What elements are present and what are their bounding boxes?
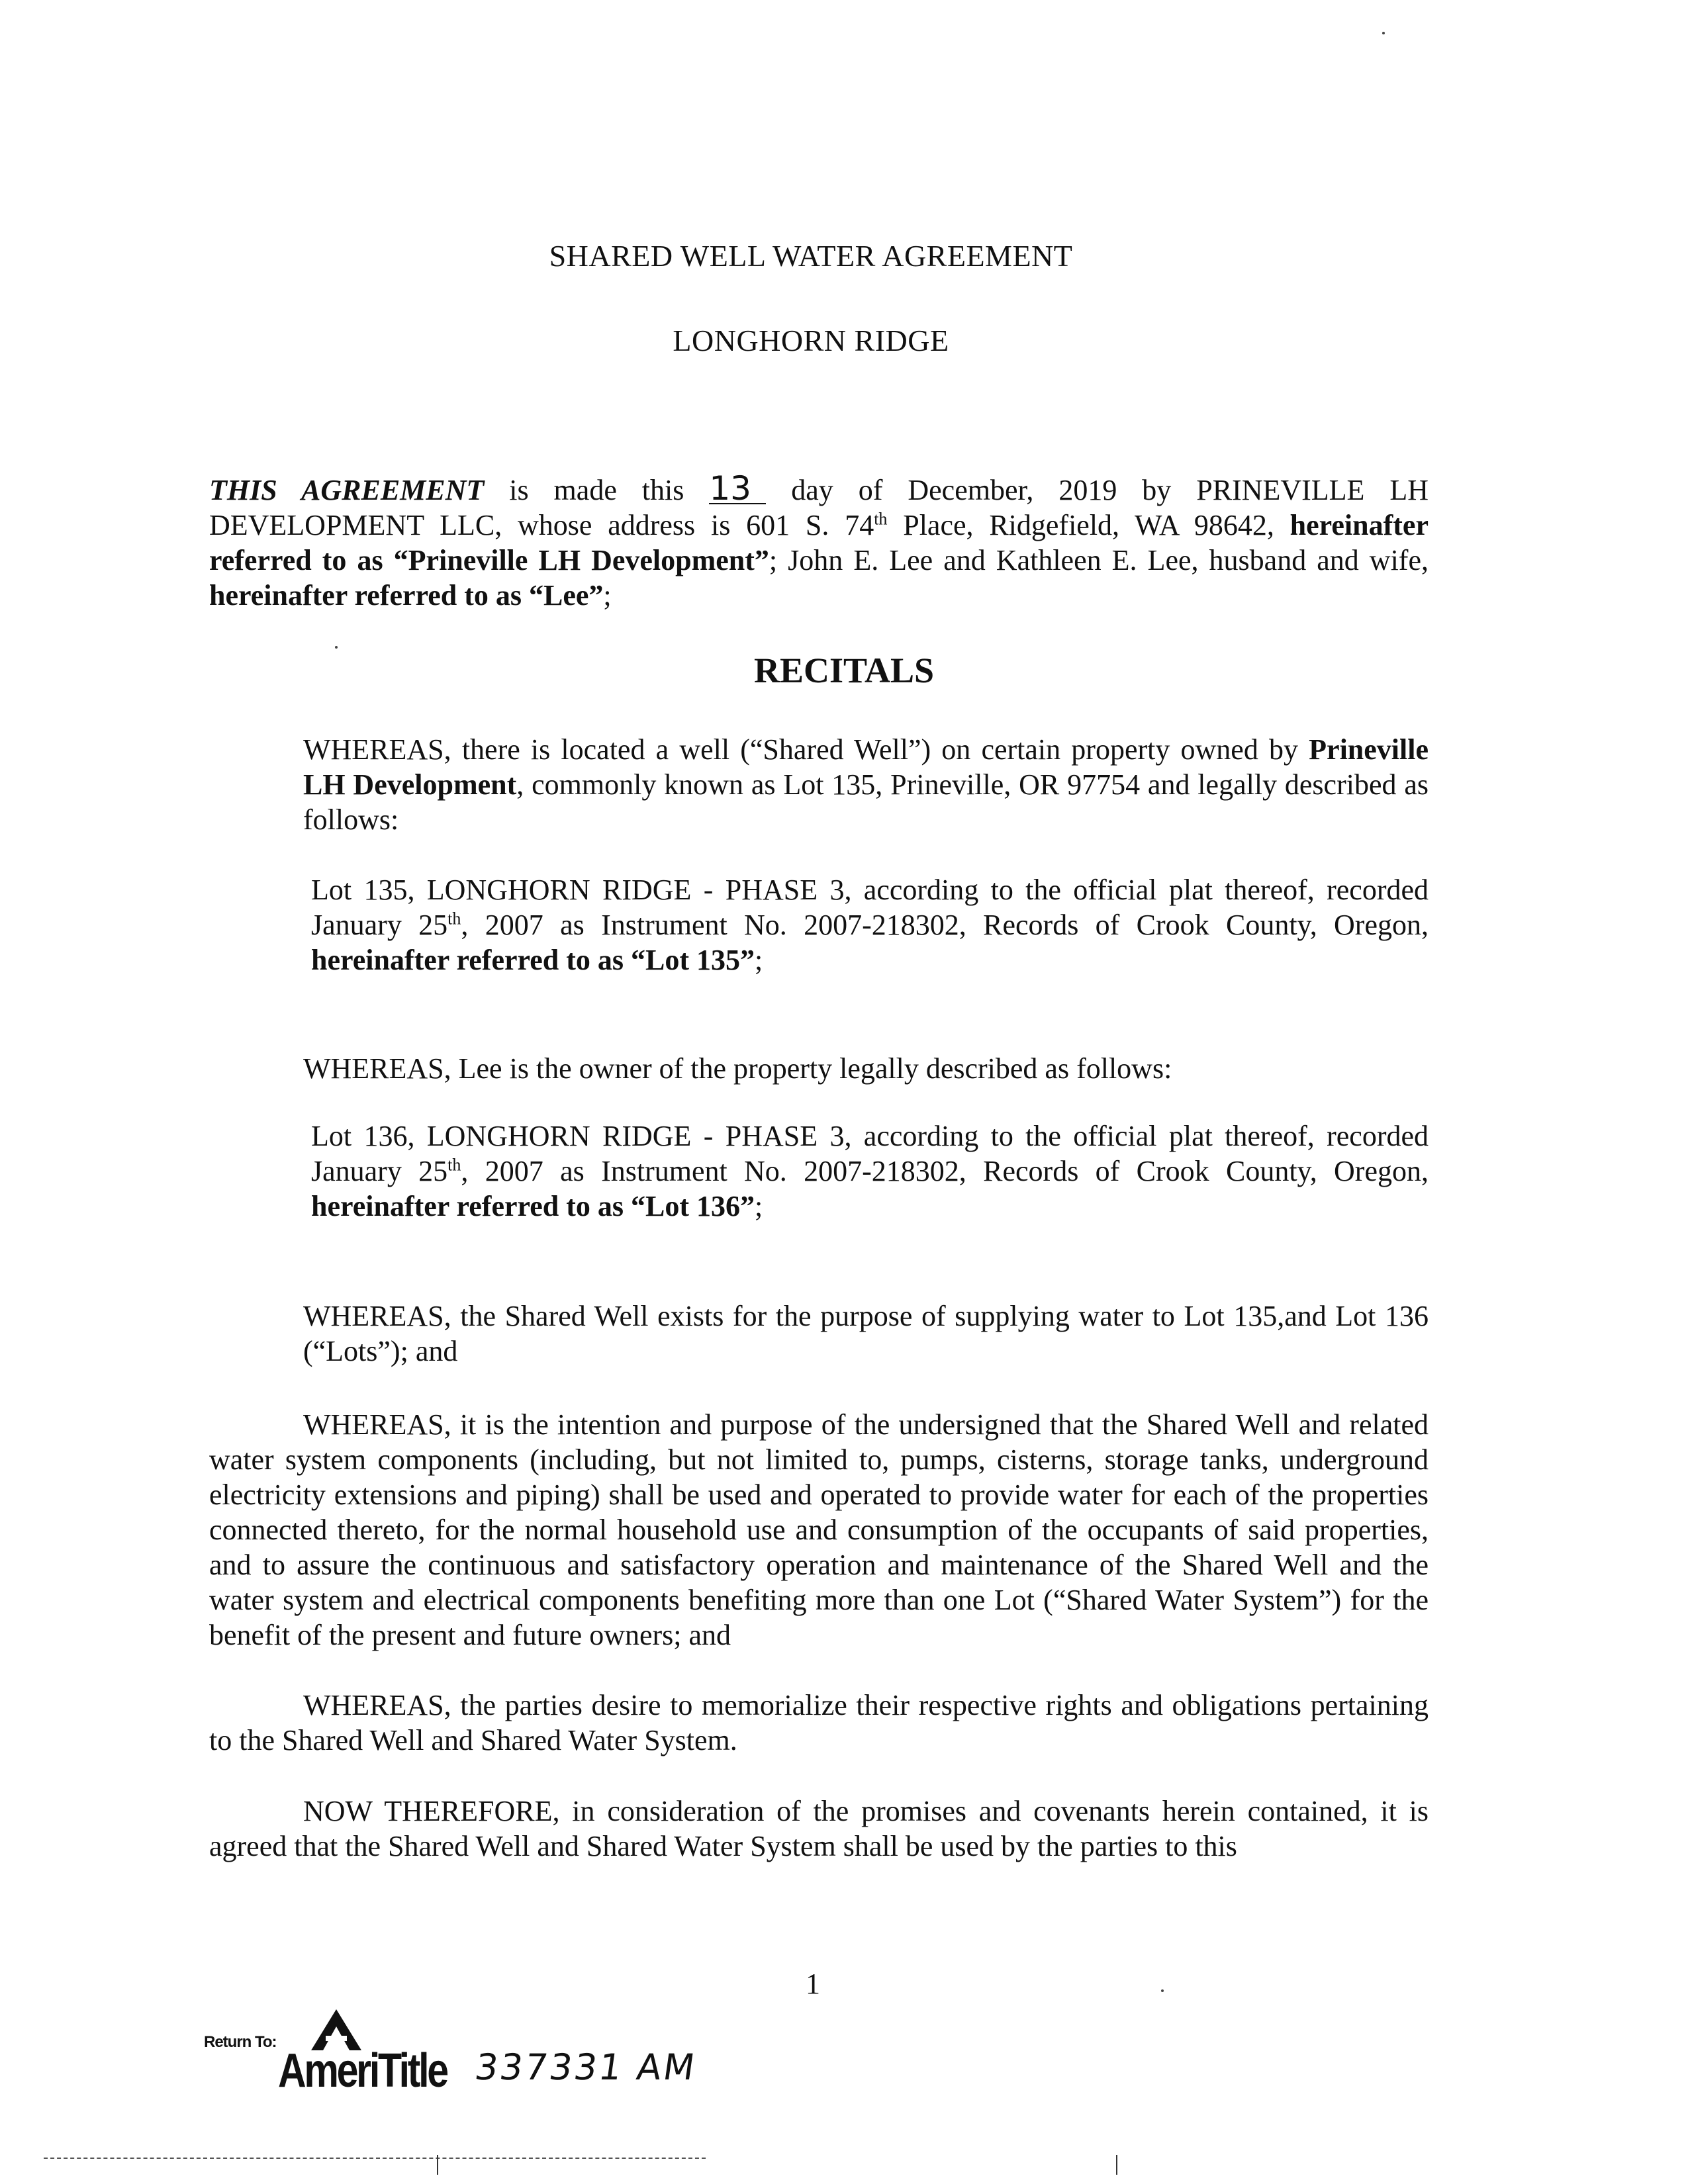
handwritten-day: 13 [709,474,766,504]
return-to-label: Return To: [204,2033,277,2051]
scan-speck [1161,1989,1164,1992]
now-therefore-paragraph: NOW THEREFORE, in consideration of the promises and covenants herein contained, it is agreed that the Shared Well and Shared Water System shall be used by the parties to this [209,1795,1429,1862]
lot-135-description: Lot 135, LONGHORN RIDGE - PHASE 3, according to the official plat thereof, recorded January 25th, 2007 as Instrument No. 2007-218302, Records of Crook County, Oregon, hereinafter referred to as “Lot 135”; [311,874,1429,976]
page-number: 1 [806,1968,820,2000]
whereas-paragraph-2: WHEREAS, Lee is the owner of the property legally described as follows: [303,1052,1172,1085]
whereas-paragraph-5: WHEREAS, the parties desire to memorialize their respective rights and obligations pertaining to the Shared Well and Shared Water System. [209,1689,1429,1756]
document-title: SHARED WELL WATER AGREEMENT [549,239,1073,273]
ameritite-logo-text: AmeriTitle [278,2044,447,2097]
scan-speck [1382,32,1385,34]
footer-dashed-line [44,2158,706,2159]
scan-speck [335,646,338,649]
whereas-paragraph-1: WHEREAS, there is located a well (“Shared Well”) on certain property owned by Prineville LH Development, commonly known as Lot 135, Prineville, OR 97754 and legally described as follows: [303,733,1429,836]
recitals-heading: RECITALS [753,651,935,690]
document-subtitle: LONGHORN RIDGE [673,324,949,357]
whereas-paragraph-4: WHEREAS, it is the intention and purpose of the undersigned that the Shared Well and related water system components (including, but not limited to, pumps, cisterns, storage tanks, underground electricity extensions and piping) shall be used and operated to provide water for each of the properties connected thereto, for the normal household use and consumption of the occupants of said properties, and to assure the continuous and satisfactory operation and maintenance of the Shared Well and the water system and electrical components benefiting more than one Lot (“Shared Water System”) for the benefit of the present and future owners; and [209,1408,1429,1651]
footer-tick-mark [437,2155,438,2175]
footer-tick-mark [1116,2155,1117,2175]
whereas-paragraph-3: WHEREAS, the Shared Well exists for the purpose of supplying water to Lot 135,and Lot 136 (“Lots”); and [303,1300,1429,1367]
lot-136-description: Lot 136, LONGHORN RIDGE - PHASE 3, according to the official plat thereof, recorded January 25th, 2007 as Instrument No. 2007-218302, Records of Crook County, Oregon, hereinafter referred to as “Lot 136”; [311,1120,1429,1222]
handwritten-file-number: 337331 AM [472,2046,700,2088]
intro-lead: THIS AGREEMENT [209,474,485,506]
intro-paragraph: THIS AGREEMENT is made this 13 day of December, 2019 by PRINEVILLE LH DEVELOPMENT LLC, whose address is 601 S. 74th Place, Ridgefield, WA 98642, hereinafter referred to as “Prineville LH Development”; John E. Lee and Kathleen E. Lee, husband and wife, hereinafter referred to as “Lee”; [209,469,1429,612]
